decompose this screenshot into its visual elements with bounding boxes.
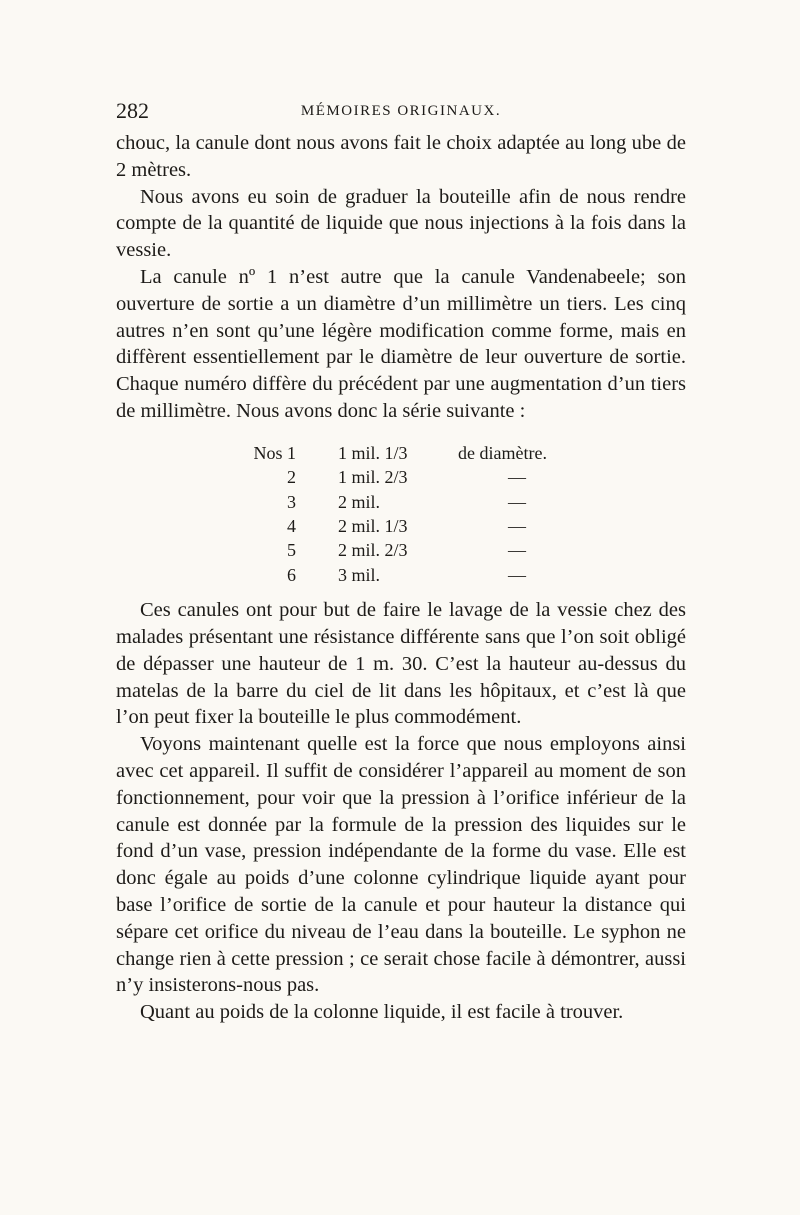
table-row bbox=[241, 441, 628, 465]
row-unit: — bbox=[508, 491, 526, 512]
paragraph-purpose: Ces canules ont pour but de faire le lavage de la vessie chez des malades présentant une résistance différente sans que l’on soit obligé de dépasser une hauteur de 1 m. 30. C’est la hauteur au-dessus du matelas de la barre du ciel de lit dans les hôpitaux, et c’est là que l’on peut fixer la bouteille le plus commodément. bbox=[116, 599, 686, 729]
table-row bbox=[241, 465, 628, 489]
table-row bbox=[241, 490, 628, 514]
row-number: 5 bbox=[287, 540, 296, 561]
row-diameter: 2 mil. bbox=[338, 491, 381, 512]
row-unit: — bbox=[508, 540, 526, 561]
page-number: 282 bbox=[116, 98, 149, 123]
body-text bbox=[116, 130, 686, 1026]
paragraph-weight: Quant au poids de la colonne liquide, il est facile à trouver. bbox=[140, 1001, 624, 1024]
table-row bbox=[241, 538, 628, 562]
row-unit: de diamètre. bbox=[458, 442, 547, 463]
row-diameter: 1 mil. 1/3 bbox=[338, 442, 408, 463]
paragraph-force: Voyons maintenant quelle est la force que nous employons ainsi avec cet appareil. Il suffit de considérer l’appareil au moment de son fonctionnement, pour voir que la pression à l’orifice inférieur de la canule est donnée par la formule de la pression des liquides sur le fond d’un vase, pression indépendante de la forme du vase. Elle est donc égale au poids d’une colonne cylindrique liquide ayant pour base l’orifice de sortie de la canule et pour hauteur la distance qui sépare cet orifice du niveau de l’eau dans la bouteille. Le syphon ne change rien à cette pression ; ce serait chose facile à démontrer, aussi n’y insisterons-nous pas. bbox=[116, 733, 686, 997]
table-row bbox=[241, 563, 628, 587]
row-number: 2 bbox=[287, 467, 296, 488]
row-diameter: 2 mil. 1/3 bbox=[338, 515, 408, 536]
row-number: 6 bbox=[287, 564, 296, 585]
cannula-series-table bbox=[241, 441, 628, 587]
row-number: Nos 1 bbox=[253, 442, 296, 463]
paragraph-continued: chouc, la canule dont nous avons fait le choix adaptée au long ube de 2 mètres. bbox=[116, 132, 686, 181]
row-number: 4 bbox=[287, 515, 296, 536]
row-diameter: 2 mil. 2/3 bbox=[338, 540, 408, 561]
running-head: MÉMOIRES ORIGINAUX. bbox=[300, 103, 502, 119]
row-diameter: 1 mil. 2/3 bbox=[338, 467, 408, 488]
row-unit: — bbox=[508, 467, 526, 488]
page-header bbox=[116, 98, 686, 128]
row-diameter: 3 mil. bbox=[338, 564, 381, 585]
row-unit: — bbox=[508, 515, 526, 536]
paragraph-graduation: Nous avons eu soin de graduer la bouteille afin de nous rendre compte de la quantité de liquide que nous injections à la fois dans la vessie. bbox=[116, 185, 686, 262]
row-unit: — bbox=[508, 564, 526, 585]
row-number: 3 bbox=[287, 491, 296, 512]
table-row bbox=[241, 514, 628, 538]
paragraph-canule: La canule nº 1 n’est autre que la canule Vandenabeele; son ouverture de sortie a un diamètre d’un millimètre un tiers. Les cinq autres n’en sont qu’une légère modification comme forme, mais en diffèrent essentiellement par le diamètre de leur ouverture de sortie. Chaque numéro diffère du précédent par une augmentation d’un tiers de millimètre. Nous avons donc la série suivante : bbox=[116, 265, 686, 422]
